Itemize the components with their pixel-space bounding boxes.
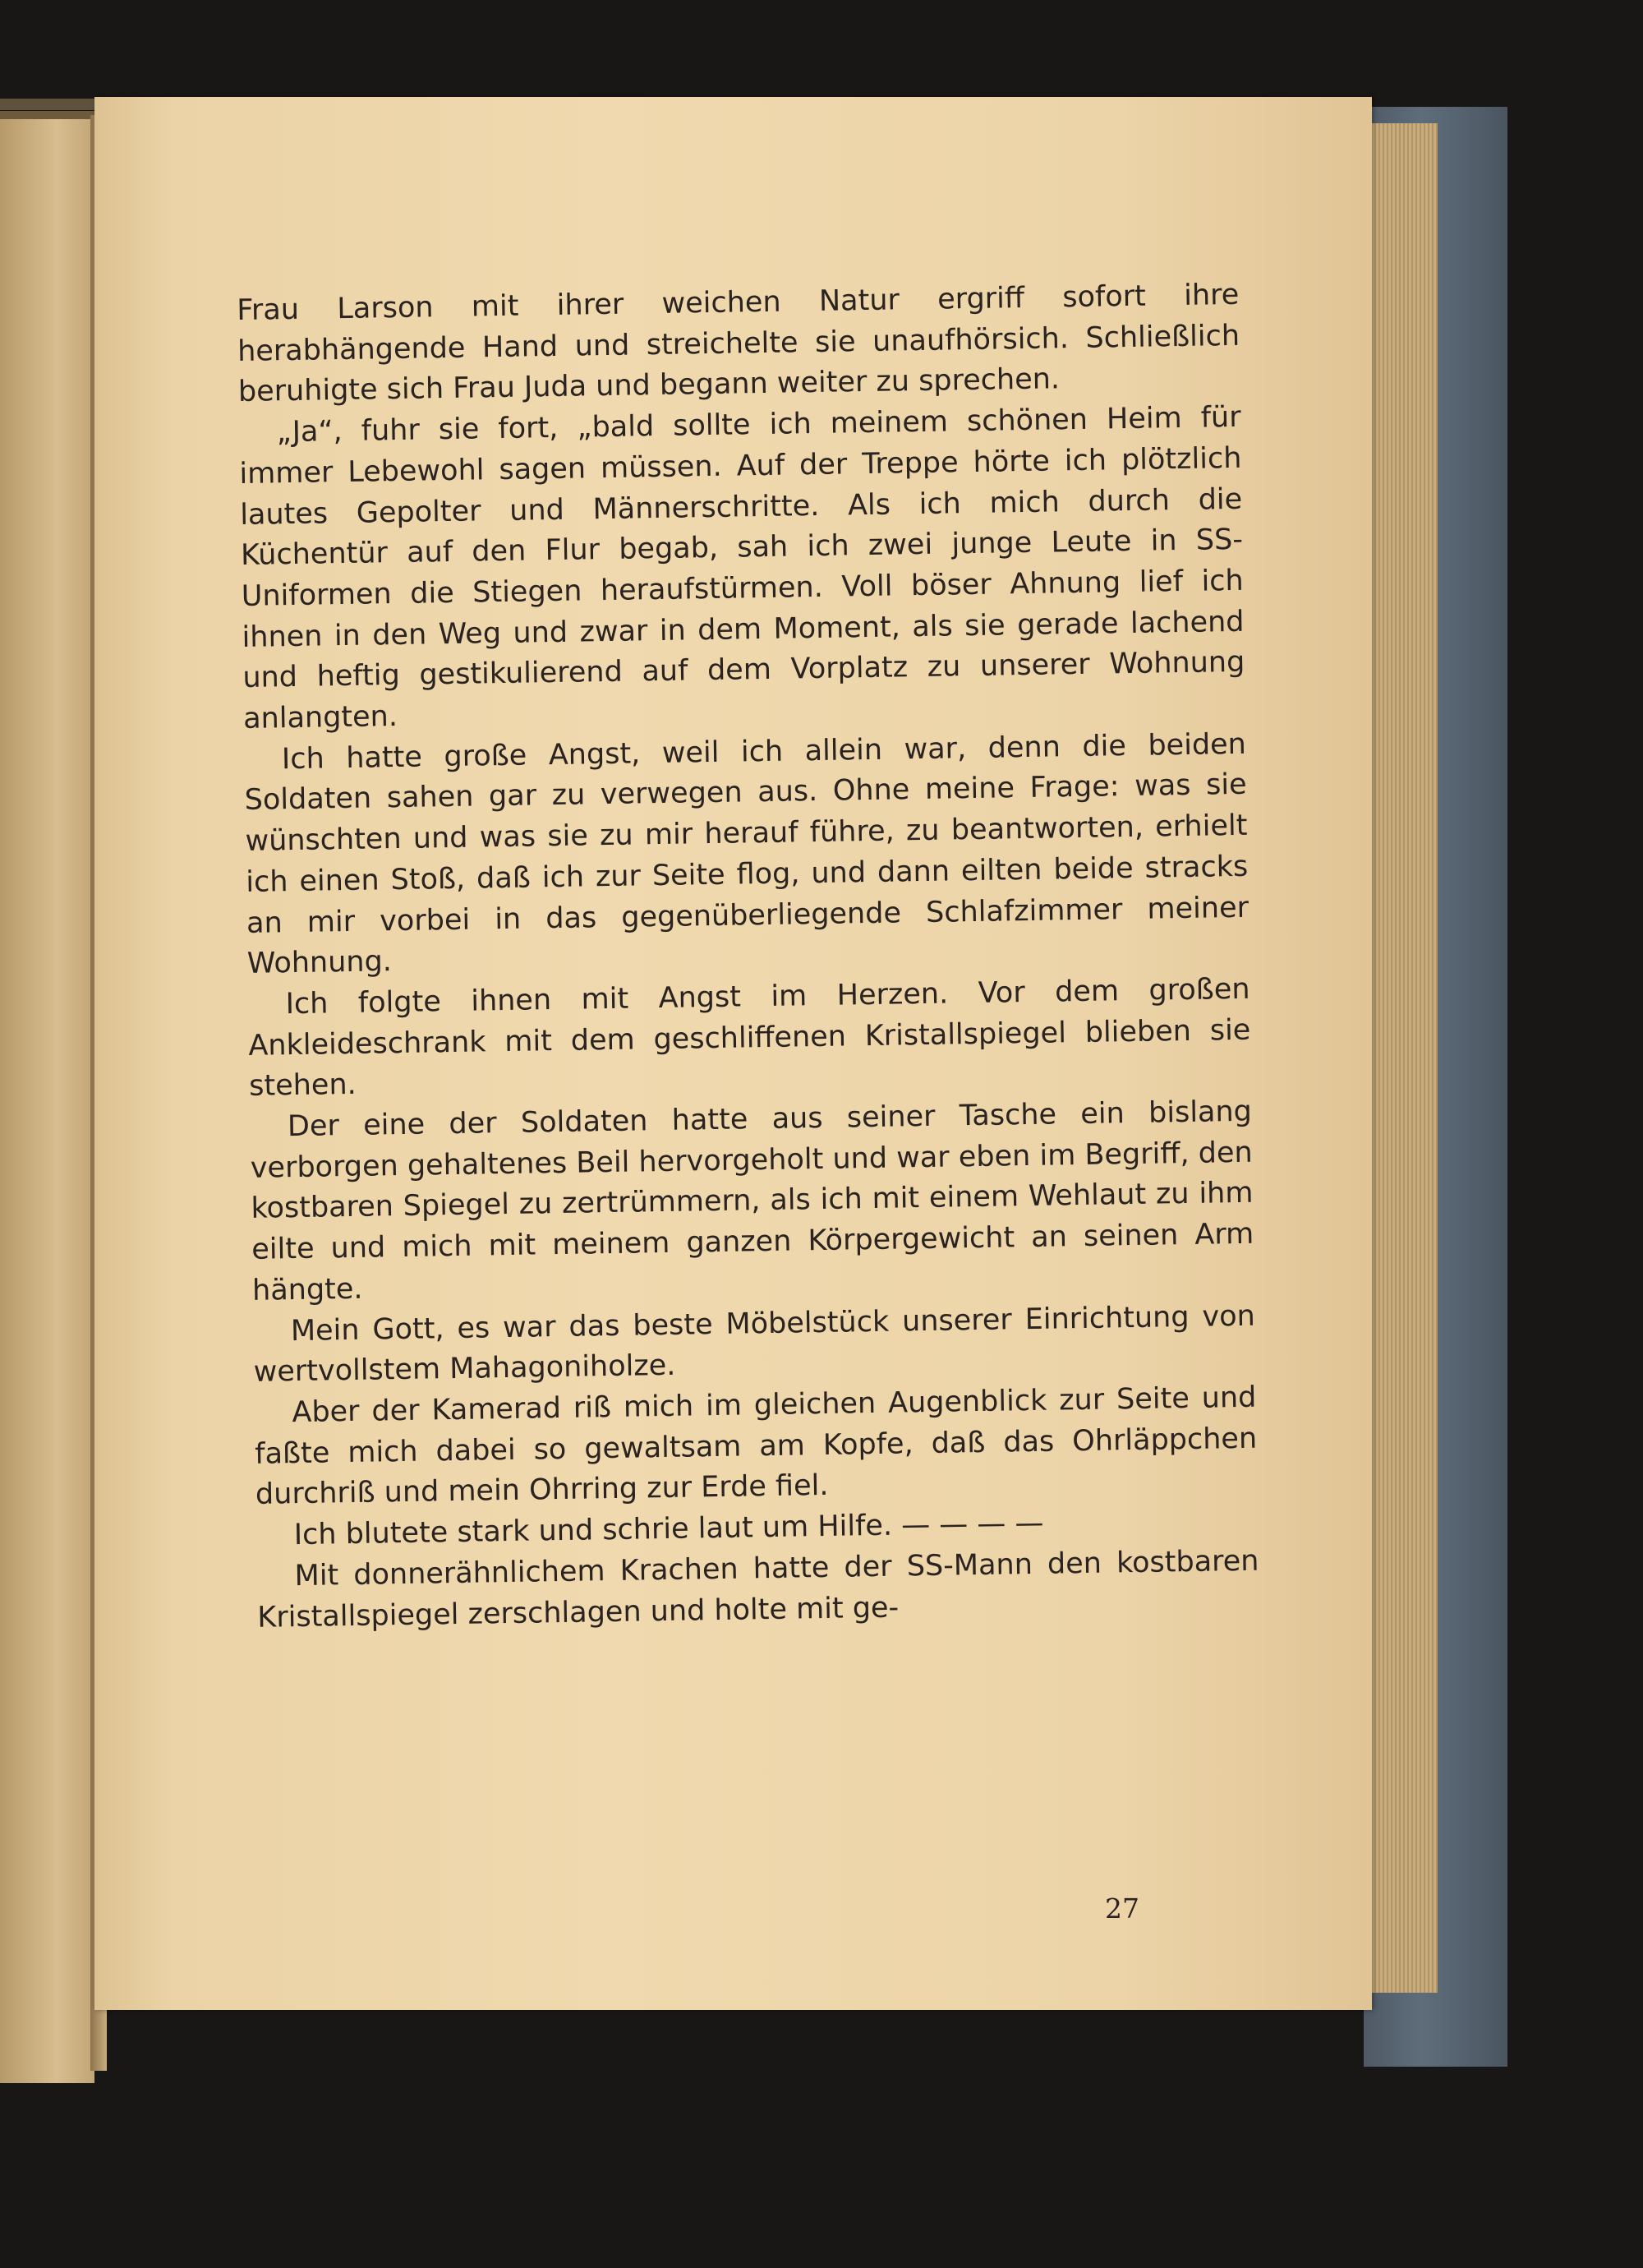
page-stack-edge xyxy=(1364,123,1438,1993)
paragraph-6: Mein Gott, es war das beste Möbelstück unserer Einrichtung von wertvollstem Mahagoniholze. xyxy=(253,1299,1256,1390)
paragraph-8: Ich blutete stark und schrie laut um Hilfe. — — — — xyxy=(293,1506,1044,1552)
paragraph-7: Aber der Kamerad riß mich im gleichen Augenblick zur Seite und faßte mich dabei so gewaltsam am Kopfe, daß das Ohrläppchen durchriß und mein Ohrring zur Erde fiel. xyxy=(254,1381,1258,1512)
left-page-strip xyxy=(0,111,94,2083)
paragraph-4: Ich folgte ihnen mit Angst im Herzen. Vor dem großen Ankleideschrank mit dem geschliffenen Kristallspiegel blieben sie stehen. xyxy=(248,972,1251,1104)
paragraph-3: Ich hatte große Angst, weil ich allein war, denn die beiden Soldaten sahen gar zu verwegen aus. Ohne meine Frage: was sie wünschten und was sie zu mir herauf führe, zu beantworten, erhielt ich einen Stoß, daß ich zur Seite flog, und dann eilten beide stracks an mir vorbei in das gegenüberliegende Schlafzimmer meiner Wohnung. xyxy=(244,727,1250,981)
page-body-text xyxy=(237,275,1260,1639)
paragraph-2: „Ja“, fuhr sie fort, „bald sollte ich meinem schönen Heim für immer Lebewohl sagen müssen. Auf der Treppe hörte ich plötzlich lautes Gepolter und Männerschritte. Als ich mich durch die Küchentür auf den Flur begab, sah ich zwei junge Leute in SS-Uniformen die Stiegen heraufstürmen. Voll böser Ahnung lief ich ihnen in den Weg und zwar in dem Moment, als sie gerade lachend und heftig gestikulierend auf dem Vorplatz zu unserer Wohnung anlangten. xyxy=(239,400,1245,735)
book-page xyxy=(94,97,1372,2010)
left-page-top-edge xyxy=(0,99,99,110)
paragraph-1: Frau Larson mit ihrer weichen Natur ergriff sofort ihre herabhängende Hand und streichelte sie unaufhörsich. Schließlich beruhigte sich Frau Juda und begann weiter zu sprechen. xyxy=(237,278,1240,409)
paragraph-5: Der eine der Soldaten hatte aus seiner Tasche ein bislang verborgen gehaltenes Beil hervorgeholt und war eben im Begriff, den kostbaren Spiegel zu zertrümmern, als ich mit einem Wehlaut zu ihm eilte und mich mit meinem ganzen Körpergewicht an seinen Arm hängte. xyxy=(250,1095,1254,1307)
page-number: 27 xyxy=(1105,1892,1139,1925)
paragraph-9: Mit donnerähnlichem Krachen hatte der SS-Mann den kostbaren Kristallspiegel zerschlagen und holte mit ge- xyxy=(257,1544,1259,1634)
